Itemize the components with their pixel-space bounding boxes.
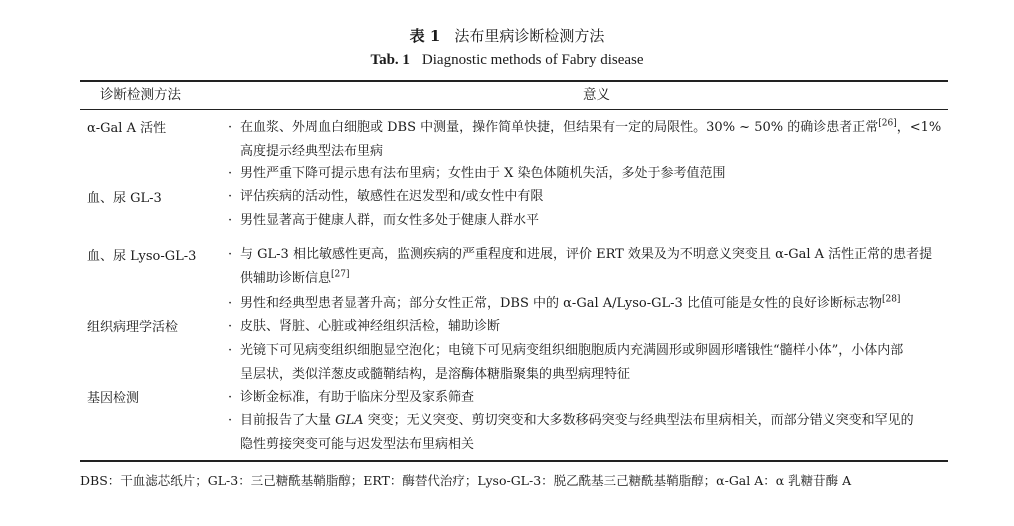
bullet: · <box>228 413 233 428</box>
meaning-item <box>228 339 946 386</box>
table-header-rule <box>80 109 948 110</box>
table-label-en: Tab. 1 <box>370 52 410 68</box>
table-title-en-text: Diagnostic methods of Fabry disease <box>421 52 644 68</box>
meaning-text: 与 GL-3 相比敏感性更高，监测疾病的严重程度和进展，评价 ERT 效果及为不明意义突变且 α-Gal A 活性正常的患者提 <box>240 247 933 262</box>
bullet: · <box>228 390 233 405</box>
method-gl3: 血、尿 GL-3 <box>87 191 162 206</box>
citation: [26] <box>878 118 897 129</box>
meaning-text: 在血浆、外周血白细胞或 DBS 中测量，操作简单快捷，但结果有一定的局限性。30% ~ 50% 的确诊患者正常 <box>240 120 879 135</box>
bullet: · <box>228 120 233 135</box>
method-histopathology: 组织病理学活检 <box>87 320 179 335</box>
meaning-item <box>228 162 946 186</box>
meaning-item <box>228 409 946 456</box>
meaning-text-end: ，<1% <box>896 120 942 135</box>
method-alpha-gal-a: α-Gal A 活性 <box>87 121 167 136</box>
meaning-text: 男性严重下降可提示患有法布里病；女性由于 X 染色体随机失活，多处于参考值范围 <box>240 166 726 181</box>
meaning-text: 男性和经典型患者显著升高；部分女性正常，DBS 中的 α-Gal A/Lyso-GL-3 比值可能是女性的良好诊断标志物 <box>240 296 882 311</box>
header-method: 诊断检测方法 <box>100 87 181 103</box>
meaning-text-cont: 高度提示经典型法布里病 <box>240 143 384 159</box>
table-bottom-rule <box>80 460 948 462</box>
meaning-item <box>228 209 946 233</box>
meaning-item <box>228 116 946 163</box>
bullet: · <box>228 166 233 181</box>
meaning-item <box>228 185 946 209</box>
bullet: · <box>228 189 233 204</box>
citation: [27] <box>331 269 350 280</box>
meaning-text: 突变；无义突变、剪切突变和大多数移码突变与经典型法布里病相关，而部分错义突变和罕见的 <box>363 413 914 428</box>
meaning-text: 男性显著高于健康人群，而女性多处于健康人群水平 <box>240 213 540 228</box>
table-title-cn <box>0 26 1014 46</box>
citation: [28] <box>881 294 901 305</box>
meaning-item <box>228 292 946 316</box>
bullet: · <box>228 319 233 334</box>
table-top-rule <box>80 80 948 82</box>
bullet: · <box>228 213 233 228</box>
meaning-text-cont: 供辅助诊断信息 <box>240 270 332 286</box>
meaning-text: 皮肤、肾脏、心脏或神经组织活检，辅助诊断 <box>240 319 501 334</box>
meaning-text-cont: 隐性剪接突变可能与迟发型法布里病相关 <box>240 436 475 452</box>
meaning-text: 评估疾病的活动性，敏感性在迟发型和/或女性中有限 <box>240 189 544 204</box>
meaning-item <box>228 243 946 290</box>
meaning-text: 光镜下可见病变组织细胞显空泡化；电镜下可见病变组织细胞胞质内充满圆形或卵圆形嗜锇性“髓样小体”，小体内部 <box>240 343 904 358</box>
table-title-cn-text: 法布里病诊断检测方法 <box>454 27 605 45</box>
bullet: · <box>228 247 233 262</box>
method-lyso-gl3: 血、尿 Lyso-GL-3 <box>87 249 197 264</box>
method-genetic-testing: 基因检测 <box>87 391 140 406</box>
bullet: · <box>228 343 233 358</box>
bullet: · <box>228 296 233 311</box>
meaning-text: 诊断金标准，有助于临床分型及家系筛查 <box>240 390 475 405</box>
table-title-en <box>0 50 1014 70</box>
meaning-text-pre: 目前报告了大量 <box>240 413 336 428</box>
table-footnote: DBS：干血滤芯纸片；GL-3：三己糖酰基鞘脂醇；ERT：酶替代治疗；Lyso-GL-3：脱乙酰基三己糖酰基鞘脂醇；α-Gal A：α 乳糖苷酶 A <box>80 473 852 488</box>
meaning-item <box>228 315 946 339</box>
gene-name: GLA <box>335 413 364 428</box>
meaning-text-cont: 呈层状，类似洋葱皮或髓鞘结构，是溶酶体糖脂聚集的典型病理特征 <box>240 366 631 382</box>
meaning-item <box>228 386 946 410</box>
header-meaning: 意义 <box>583 87 610 103</box>
table-label-cn: 表 1 <box>409 27 441 45</box>
